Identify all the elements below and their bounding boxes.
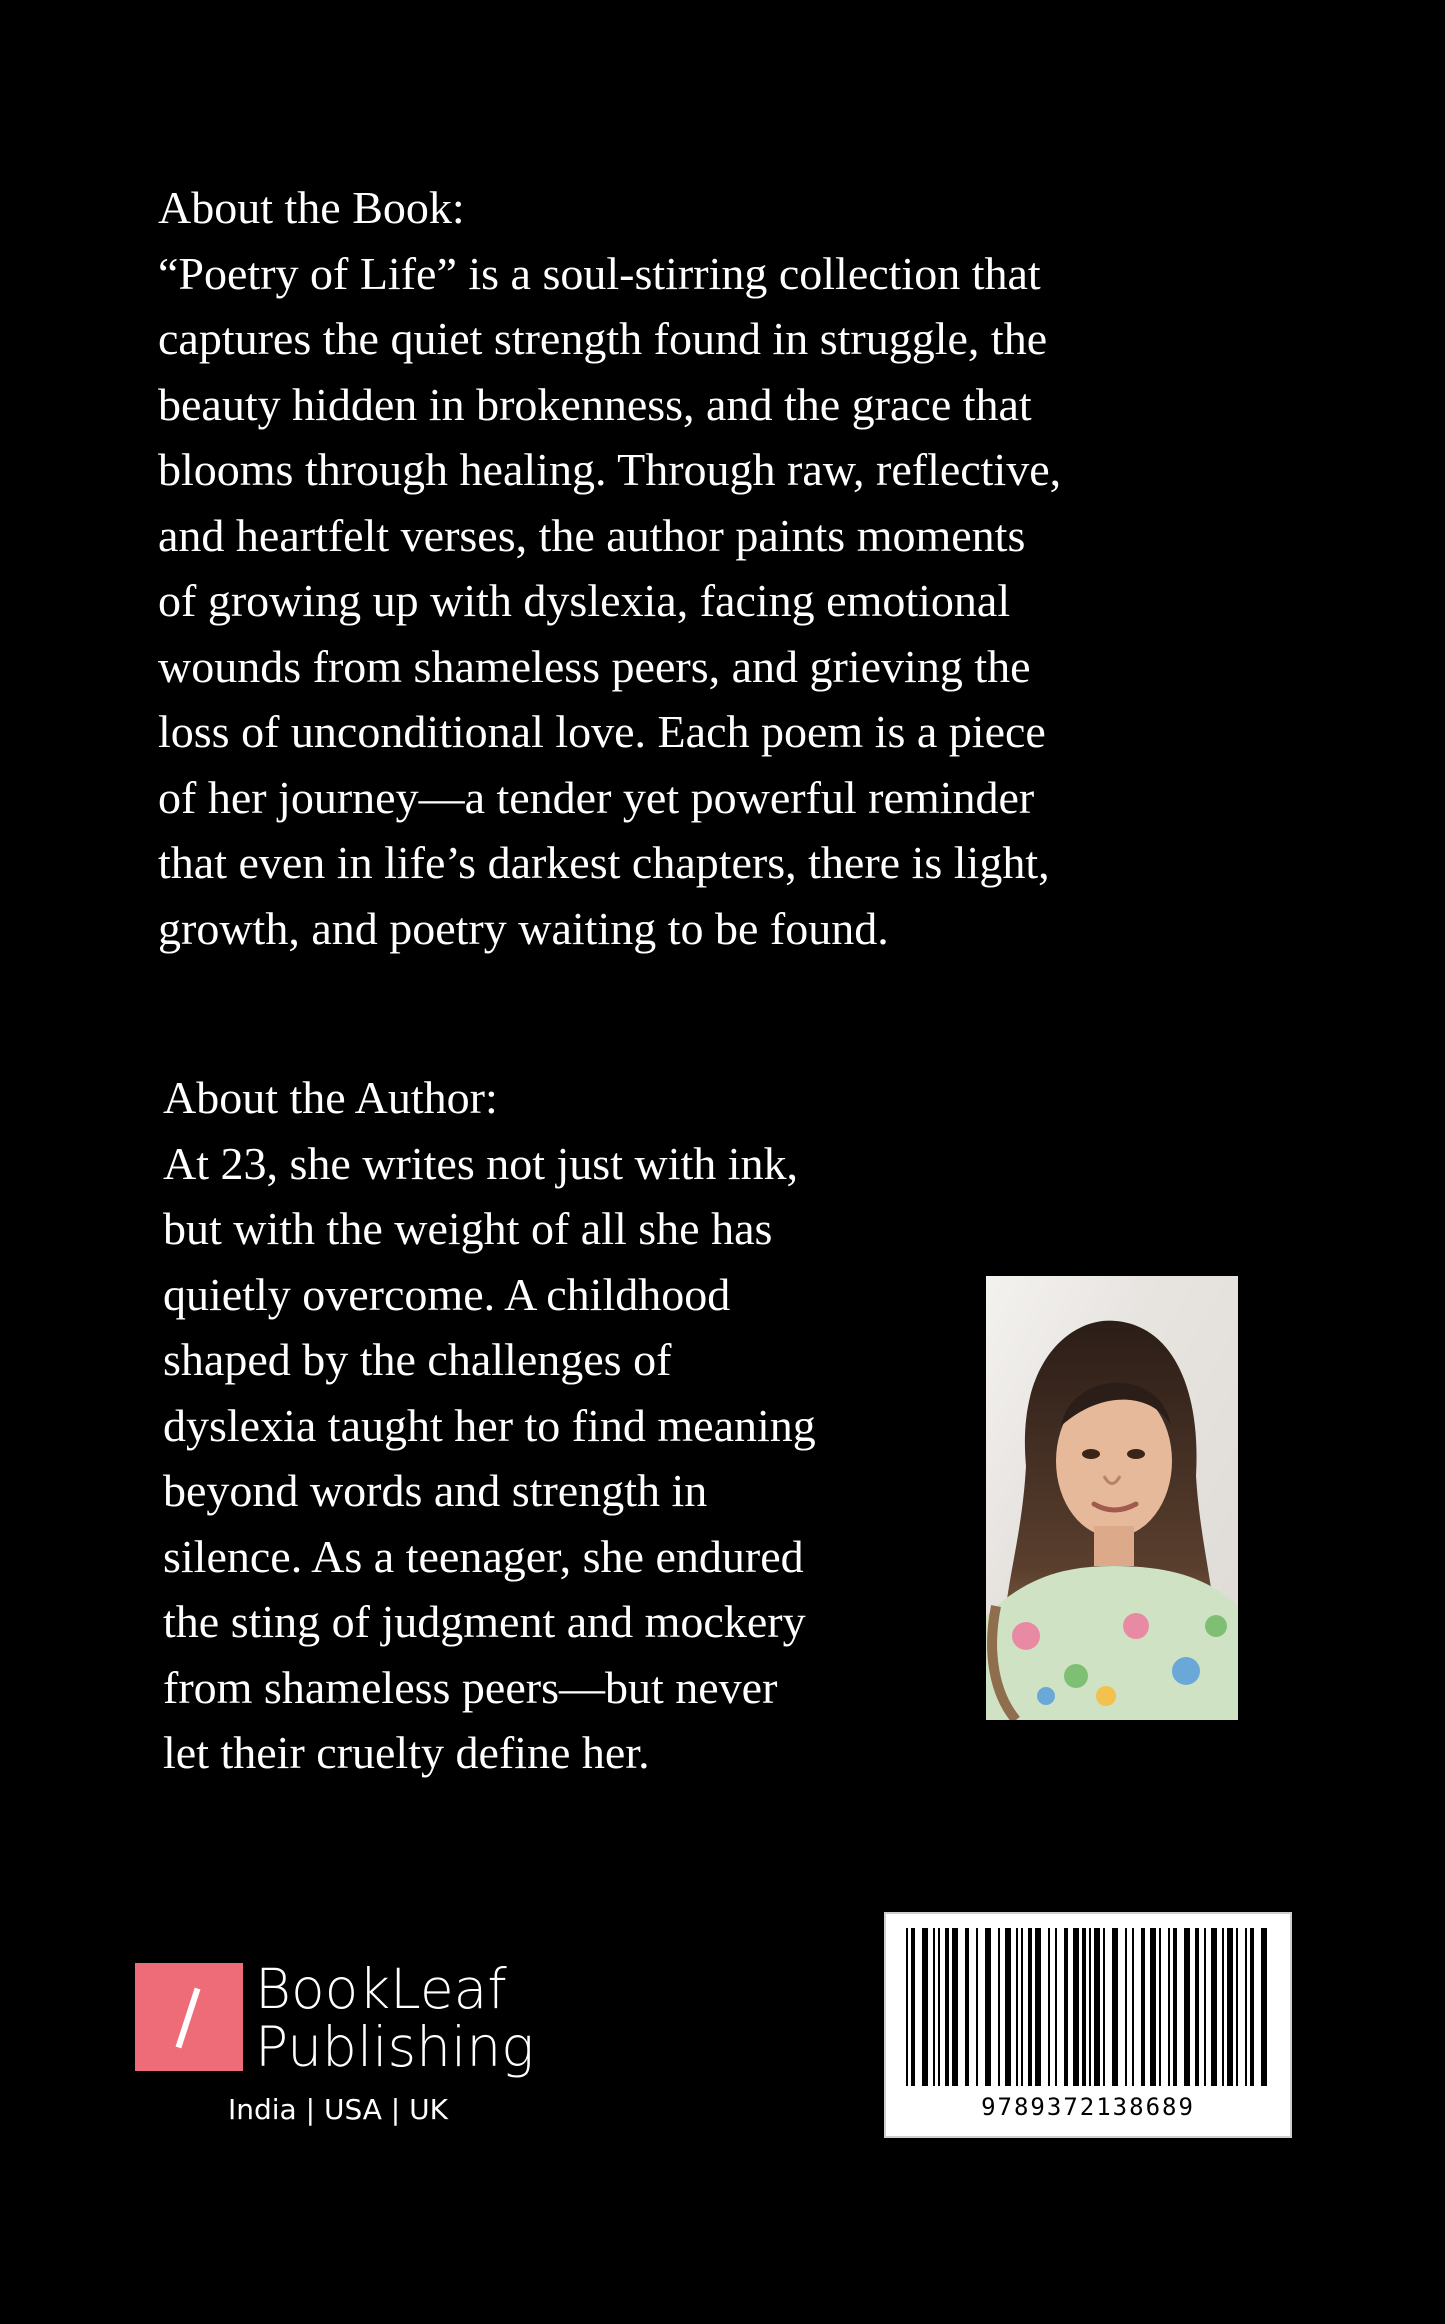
barcode-bar xyxy=(965,1928,969,2086)
about-book-line: “Poetry of Life” is a soul-stirring collection that xyxy=(158,247,1041,299)
about-author-line: At 23, she writes not just with ink, xyxy=(163,1137,799,1189)
barcode-bar xyxy=(1195,1928,1199,2086)
barcode-bar xyxy=(1236,1928,1238,2086)
barcode-bar xyxy=(1055,1928,1057,2086)
barcode-bar xyxy=(1021,1928,1023,2086)
barcode-bar xyxy=(1089,1928,1091,2086)
barcode-bar xyxy=(1261,1928,1267,2086)
about-book-line: of growing up with dyslexia, facing emotional xyxy=(158,575,1011,626)
about-book-line: beauty hidden in brokenness, and the grace that xyxy=(158,378,1032,430)
barcode-bar xyxy=(945,1928,949,2086)
barcode-bar xyxy=(1132,1928,1134,2086)
about-author-heading: About the Author: xyxy=(163,1072,498,1123)
barcode-bar xyxy=(1035,1928,1041,2086)
barcode-bar xyxy=(1016,1928,1018,2086)
about-book-line: captures the quiet strength found in struggle, the xyxy=(158,313,1048,364)
about-book-section xyxy=(158,175,1061,961)
about-author-line: the sting of judgment and mockery xyxy=(163,1596,806,1647)
about-book-line: growth, and poetry waiting to be found. xyxy=(158,902,889,954)
barcode-bar xyxy=(1073,1928,1079,2086)
barcode-bar xyxy=(1168,1928,1170,2086)
barcode-bar xyxy=(1112,1928,1118,2086)
publisher-regions: India | USA | UK xyxy=(228,2093,448,2126)
author-photo xyxy=(986,1276,1238,1720)
about-author-line: quietly overcome. A childhood xyxy=(163,1268,731,1320)
about-author-line: but with the weight of all she has xyxy=(163,1203,773,1254)
barcode-bar xyxy=(1245,1928,1247,2086)
about-author-line: let their cruelty define her. xyxy=(163,1727,650,1778)
barcode-bar xyxy=(1094,1928,1100,2086)
about-author-line: beyond words and strength in xyxy=(163,1465,708,1516)
barcode-bar xyxy=(933,1928,935,2086)
barcode-bar xyxy=(1222,1928,1224,2086)
barcode-bar xyxy=(1005,1928,1011,2086)
barcode-bar xyxy=(1204,1928,1206,2086)
about-author-line: shaped by the challenges of xyxy=(163,1334,672,1385)
barcode-bar xyxy=(998,1928,1000,2086)
about-book-line: that even in life’s darkest chapters, there is light, xyxy=(158,837,1050,888)
barcode-bar xyxy=(1150,1928,1156,2086)
barcode-bar xyxy=(1159,1928,1161,2086)
publisher-name-line1: BookLeaf xyxy=(255,1957,507,2021)
barcode-bar xyxy=(1064,1928,1068,2086)
barcode-bar xyxy=(938,1928,940,2086)
barcode-bar xyxy=(1141,1928,1145,2086)
slash-logo-icon xyxy=(135,1963,243,2071)
about-book-line: wounds from shameless peers, and grieving the xyxy=(158,640,1031,692)
barcode-bar xyxy=(1048,1928,1050,2086)
barcode-bar xyxy=(1227,1928,1233,2086)
barcode-bar xyxy=(976,1928,978,2086)
about-book-line: blooms through healing. Through raw, reflective, xyxy=(158,444,1062,495)
barcode-bar xyxy=(952,1928,958,2086)
barcode-bar xyxy=(1250,1928,1254,2086)
about-author-line: from shameless peers—but never xyxy=(163,1661,778,1713)
barcode-bar xyxy=(1103,1928,1105,2086)
barcode-bar xyxy=(1184,1928,1190,2086)
barcode-bar xyxy=(1028,1928,1032,2086)
barcode-bar xyxy=(911,1928,915,2086)
about-book-line: loss of unconditional love. Each poem is a piece xyxy=(158,706,1046,757)
about-book-line: of her journey—a tender yet powerful reminder xyxy=(158,771,1035,823)
barcode-bar xyxy=(906,1928,908,2086)
about-author-line: dyslexia taught her to find meaning xyxy=(163,1399,816,1451)
about-author-section xyxy=(163,1065,816,1786)
barcode-bar xyxy=(922,1928,928,2086)
barcode-bar xyxy=(985,1928,991,2086)
isbn-barcode xyxy=(884,1912,1292,2138)
publisher-name-line2: Publishing xyxy=(255,2015,535,2079)
about-book-line: and heartfelt verses, the author paints moments xyxy=(158,509,1026,561)
barcode-bar xyxy=(1125,1928,1127,2086)
barcode-bar xyxy=(1082,1928,1086,2086)
isbn-number: 9789372138689 xyxy=(981,2093,1195,2121)
about-book-heading: About the Book: xyxy=(158,182,465,233)
slash-logo-glyph xyxy=(176,1988,201,2049)
barcode-bar xyxy=(1173,1928,1177,2086)
about-author-line: silence. As a teenager, she endured xyxy=(163,1530,804,1582)
barcode-bar xyxy=(1211,1928,1217,2086)
